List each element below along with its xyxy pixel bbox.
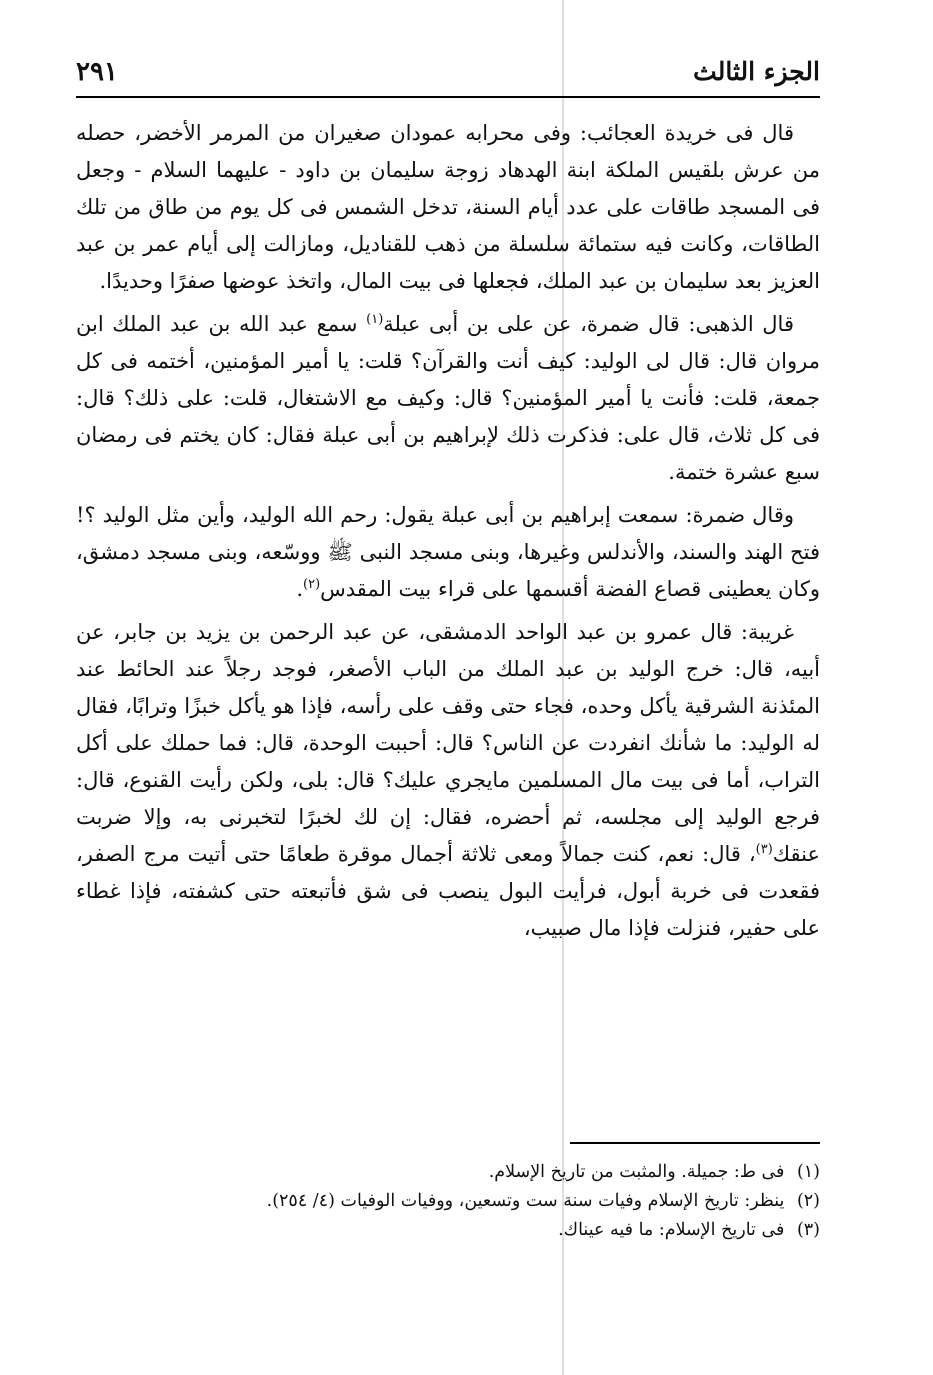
running-title: الجزء الثالث xyxy=(693,57,820,86)
footnote xyxy=(76,1216,820,1245)
paragraph xyxy=(76,614,820,947)
paragraph-text: سمع عبد الله بن عبد الملك ابن مروان قال: قال لى الوليد: كيف أنت والقرآن؟ قلت: يا أمير المؤمنين، أختمه فى كل جمعة، قلت: فأنت يا أمير المؤمنين؟ قال: وكيف مع الاشتغال، قلت: على ذلك؟ قال: فى كل ثلاث، قال على: فذكرت ذلك لإبراهيم بن أبى عبلة فقال: كان يختم فى رمضان سبع عشرة ختمة. xyxy=(76,312,820,484)
main-text xyxy=(76,115,820,953)
paragraph: قال فى خريدة العجائب: وفى محرابه عمودان صغيران من المرمر الأخضر، حصله من عرش بلقيس الملكة ابنة الهدهاد زوجة سليمان بن داود - عليهما السلام - وجعل فى المسجد طاقات على عدد أيام السنة، تدخل الشمس فى كل يوم من طاق من تلك الطاقات، وكانت فيه ستمائة سلسلة من ذهب للقناديل، ومازالت إلى أيام عمر بن عبد العزيز بعد سليمان بن عبد الملك، فجعلها فى بيت المال، واتخذ عوضها صفرًا وحديدًا. xyxy=(76,121,820,293)
footnote-rule xyxy=(570,1142,820,1144)
footnote-number: (٢) xyxy=(796,1191,820,1211)
footnote-number: (١) xyxy=(796,1162,820,1182)
paragraph-text: ، قال: نعم، كنت جمالاً ومعى ثلاثة أجمال موقرة طعامًا حتى أتيت مرج الصفر، فقعدت فى خربة أبول، فرأيت البول ينصب فى شق فأتبعته حتى كشفته، فإذا غطاء على حفير، فنزلت فإذا مال صبيب، xyxy=(76,842,820,940)
paragraph-text: غريبة: قال عمرو بن عبد الواحد الدمشقى، عن عبد الرحمن بن يزيد بن جابر، عن أبيه، قال: خرج الوليد بن عبد الملك من الباب الأصغر، فوجد رجلاً عند الحائط عند المئذنة الشرقية يأكل وحده، فجاء حتى وقف على رأسه، فإذا هو يأكل خبزًا وترابًا، فقال له الوليد: ما شأنك انفردت عن الناس؟ قال: أحببت الوحدة، قال: فما حملك على أكل التراب، أما فى بيت مال المسلمين مايجري عليك؟ قال: بلى، ولكن رأيت القنوع، قال: فرجع الوليد إلى مجلسه، ثم أحضره، فقال: إن لك لخبرًا لتخبرنى به، وإلا ضربت عنقك xyxy=(76,620,820,866)
header-rule xyxy=(76,96,820,98)
paragraph-text: . xyxy=(296,577,303,601)
footnote-text: ينظر: تاريخ الإسلام وفيات سنة ست وتسعين، ووفيات الوفيات (٤/ ٢٥٤). xyxy=(266,1191,785,1211)
footnote-number: (٣) xyxy=(796,1220,820,1240)
footnote-marker: (٣) xyxy=(755,842,773,857)
footnote xyxy=(76,1158,820,1187)
footnote-marker: (٢) xyxy=(303,577,321,592)
footnote-text: فى تاريخ الإسلام: ما فيه عيناك. xyxy=(558,1220,785,1240)
footnote-text: فى ط: جميلة. والمثبت من تاريخ الإسلام. xyxy=(488,1162,785,1182)
footnotes xyxy=(76,1158,820,1245)
paragraph xyxy=(76,497,820,608)
page-header xyxy=(76,54,820,94)
page-number: ٢٩١ xyxy=(76,57,118,87)
paragraph xyxy=(76,306,820,491)
footnote-marker: (١) xyxy=(366,312,384,327)
footnote xyxy=(76,1187,820,1216)
paragraph-text: وقال ضمرة: سمعت إبراهيم بن أبى عبلة يقول: رحم الله الوليد، وأين مثل الوليد ؟! فتح الهند والسند، والأندلس وغيرها، وبنى مسجد النبى ﷺ ووسّعه، وبنى مسجد دمشق، وكان يعطينى قصاع الفضة أقسمها على قراء بيت المقدس xyxy=(76,503,820,601)
paragraph-text: قال الذهبى: قال ضمرة، عن على بن أبى عبلة xyxy=(383,312,794,336)
